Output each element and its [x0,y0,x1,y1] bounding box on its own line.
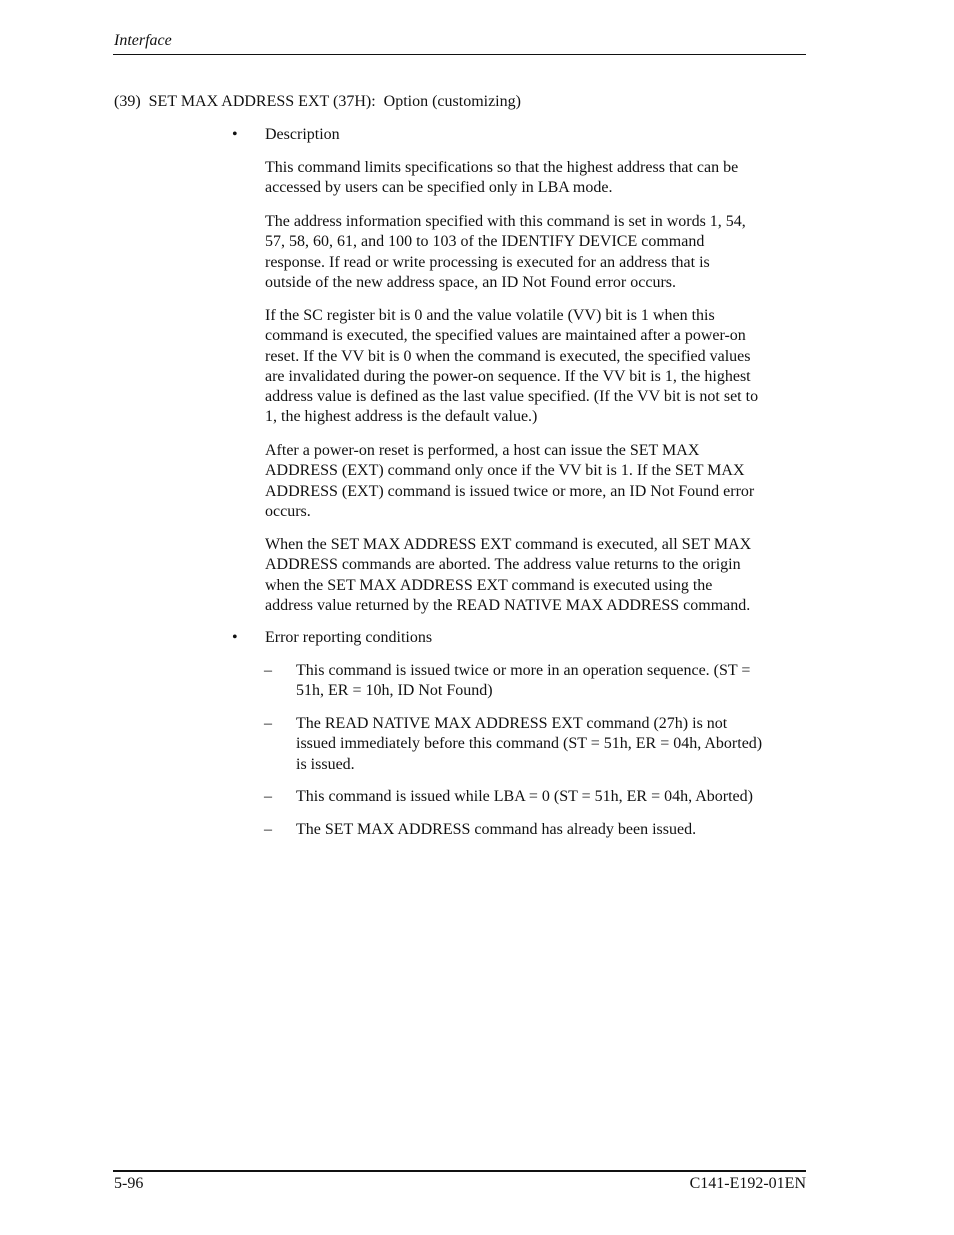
paragraph-line: The address information specified with this command is set in words 1, 54, [265,213,746,230]
bullet-label: Error reporting conditions [265,629,433,646]
error-line: is issued. [296,755,355,773]
paragraph-line: 1, the highest address is the default value.) [265,408,538,426]
paragraph-line: After a power-on reset is performed, a host can issue the SET MAX [265,442,700,459]
bullet-label: Description [265,126,340,143]
paragraph-line: ADDRESS (EXT) command only once if the VV bit is 1. If the SET MAX [265,462,745,480]
paragraph-line: when the SET MAX ADDRESS EXT command is executed using the [265,576,713,594]
paragraph-line: 57, 58, 60, 61, and 100 to 103 of the IDENTIFY DEVICE command [265,233,705,251]
footer-rule [113,1170,806,1172]
paragraph-line: command is executed, the specified values are maintained after a power-on [265,327,746,345]
dash-mark: – [264,788,272,805]
dash-mark: – [264,662,272,679]
paragraph-line: response. If read or write processing is executed for an address that is [265,253,710,271]
error-line: issued immediately before this command (ST = 51h, ER = 04h, Aborted) [296,735,763,753]
error-line: The READ NATIVE MAX ADDRESS EXT command (27h) is not [296,715,728,732]
dash-mark: – [264,715,272,732]
paragraph-line: accessed by users can be specified only in LBA mode. [265,179,613,197]
paragraph-line: address value is defined as the last value specified. (If the VV bit is not set to [265,388,759,406]
description-paragraph [265,158,810,199]
bullet-mark: • [232,126,238,143]
running-header: Interface [114,32,172,49]
description-paragraph [265,535,810,616]
paragraph-line: are invalidated during the power-on sequence. If the VV bit is 1, the highest [265,367,751,385]
paragraph-line: reset. If the VV bit is 0 when the command is executed, the specified values [265,347,751,365]
error-line: 51h, ER = 10h, ID Not Found) [296,682,493,700]
page-number: 5-96 [114,1175,144,1192]
document-code: C141-E192-01EN [689,1175,806,1192]
description-paragraph [265,306,810,428]
paragraph-line: address value returned by the READ NATIVE MAX ADDRESS command. [265,596,751,614]
paragraph-line: ADDRESS (EXT) command is issued twice or more, an ID Not Found error [265,482,755,500]
section-heading: (39) SET MAX ADDRESS EXT (37H): Option (customizing) [114,93,521,110]
bullet-mark: • [232,629,238,646]
paragraph-line: If the SC register bit is 0 and the value volatile (VV) bit is 1 when this [265,307,715,324]
dash-mark: – [264,821,272,838]
paragraph-line: This command limits specifications so that the highest address that can be [265,159,739,176]
paragraph-line: occurs. [265,502,311,520]
description-paragraph [265,212,810,293]
paragraph-line: outside of the new address space, an ID Not Found error occurs. [265,273,676,291]
description-paragraph [265,441,810,522]
error-line: This command is issued twice or more in an operation sequence. (ST = [296,662,751,679]
header-rule [113,54,806,55]
error-line: This command is issued while LBA = 0 (ST = 51h, ER = 04h, Aborted) [296,788,753,805]
paragraph-line: ADDRESS commands are aborted. The address value returns to the origin [265,556,741,574]
paragraph-line: When the SET MAX ADDRESS EXT command is executed, all SET MAX [265,536,752,553]
error-line: The SET MAX ADDRESS command has already been issued. [296,821,697,838]
